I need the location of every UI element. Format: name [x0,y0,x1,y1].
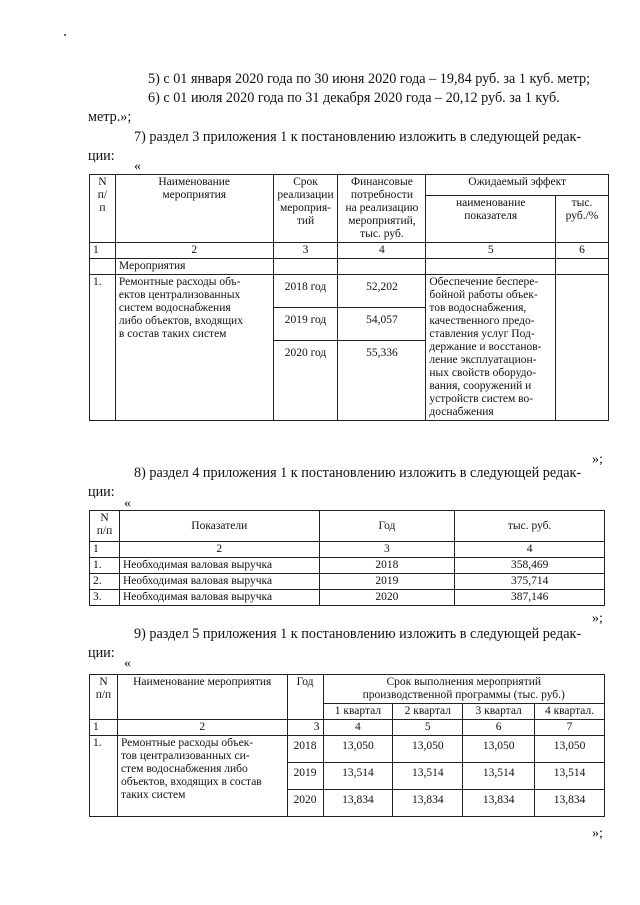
t1-amount: 52,202 [338,275,425,308]
t3-colnum: 2 [117,720,287,736]
t1-header-effect: Ожидаемый эффект [426,175,609,196]
t2-header-year: Год [319,511,455,542]
t1-colnum: 3 [273,243,338,259]
item-7-text-cont: ции: [88,148,115,164]
t3-header-num: N п/п [90,675,118,720]
t3-q1: 13,834 [342,794,374,806]
t1-row-num: 1. [90,275,116,421]
t1-header-num: N п/ п [90,175,116,243]
t2-name: Необходимая валовая выручка [119,558,319,574]
t2-header-unit: тыс. руб. [455,511,605,542]
t3-colnum: 7 [535,720,605,736]
t2-name: Необходимая валовая выручка [119,574,319,590]
t2-year: 2019 [319,574,455,590]
t3-q3: 13,050 [463,736,534,763]
t1-colnum: 4 [338,243,426,259]
t2-num: 3. [90,590,120,606]
t1-colnum: 6 [556,243,609,259]
t1-year: 2019 год [274,308,338,341]
t3-q4: 13,050 [535,736,604,763]
t1-year: 2020 год [284,347,327,359]
t2-name: Необходимая валовая выручка [119,590,319,606]
t3-q3: 13,834 [482,794,515,806]
text-line-6: 6) с 01 июля 2020 года по 31 декабря 2020 года – 20,12 руб. за 1 куб. [148,90,560,106]
t2-num: 1. [90,558,120,574]
t1-header-name: Наименование мероприятия [115,175,273,243]
t2-year: 2018 [319,558,455,574]
t3-header-term: Срок выполнения мероприятий производственной программы (тыс. руб.) [323,675,605,704]
t1-header-indicator: наименование показателя [426,196,556,243]
t3-colnum: 5 [393,720,463,736]
t1-header-term: Срок реализации мероприя- тий [273,175,338,243]
t3-year: 2019 [288,763,323,790]
t3-q2: 13,050 [393,736,462,763]
t3-year: 2018 [288,736,323,763]
t2-value: 375,714 [455,574,605,590]
t1-header-finance: Финансовые потребности на реализацию мероприятий, тыс. руб. [338,175,426,243]
text-line-5: 5) с 01 января 2020 года по 30 июня 2020 года – 19,84 руб. за 1 куб. метр; [148,71,591,87]
table-section-4 [89,510,605,606]
t1-amount: 55,336 [366,347,398,359]
table-row [90,558,605,574]
t1-colnum: 5 [426,243,556,259]
t1-year: 2018 год [274,275,338,308]
t2-colnum: 3 [319,542,455,558]
item-9-text: 9) раздел 5 приложения 1 к постановлению изложить в следующей редак- [134,626,582,642]
quote-open-3: « [124,656,131,671]
t3-year: 2020 [293,794,317,806]
t3-header-q3: 3 квартал [463,704,535,720]
item-9-text-cont: ции: [88,645,115,661]
scan-speck [64,34,66,36]
t3-header-q1: 1 квартал [323,704,393,720]
t3-q4: 13,514 [535,763,604,790]
t3-header-q2: 2 квартал [393,704,463,720]
t2-colnum: 1 [90,542,120,558]
t3-q2: 13,834 [411,794,444,806]
t2-year: 2020 [319,590,455,606]
t3-q3: 13,514 [463,763,534,790]
t3-row-num: 1. [90,736,118,817]
quote-close-2: »; [592,611,603,626]
item-8-text-cont: ции: [88,484,115,500]
t1-colnum: 2 [115,243,273,259]
t1-amount: 54,057 [338,308,425,341]
item-8-text: 8) раздел 4 приложения 1 к постановлению изложить в следующей редак- [134,465,582,481]
t3-q4: 13,834 [553,794,586,806]
quote-open-2: « [124,496,131,511]
t3-q1: 13,514 [324,763,393,790]
t3-colnum: 4 [323,720,393,736]
text-line-6-cont: метр.»; [88,109,132,125]
t3-colnum: 6 [463,720,535,736]
t2-colnum: 2 [119,542,319,558]
t1-header-unit: тыс. руб./% [556,196,609,243]
t3-header-name: Наименование мероприятия [117,675,287,720]
item-7-text: 7) раздел 3 приложения 1 к постановлению изложить в следующей редак- [134,129,582,145]
t3-q2: 13,514 [393,763,462,790]
table-section-3 [89,174,609,421]
t2-colnum: 4 [455,542,605,558]
t1-row-effect: Обеспечение беспере- бойной работы объек- тов водоснабжения, качественного предо- ставления услуг Под- держание и восстанов- ление эксплуатацион- ных свойств оборудо- вания, сооружений и устройств систем во- доснабжения [426,275,556,421]
quote-close-3: »; [592,826,603,841]
t1-section-label: Мероприятия [115,259,273,275]
quote-open-1: « [134,159,141,174]
table-row [90,574,605,590]
t1-row-name: Ремонтные расходы объ- ектов централизованных систем водоснабжения либо объектов, входящих в состав таких систем [115,275,273,421]
t2-header-indicators: Показатели [119,511,319,542]
t3-header-q4: 4 квартал. [535,704,605,720]
t3-colnum: 3 [287,720,323,736]
t1-colnum: 1 [90,243,116,259]
t2-header-num: N п/п [90,511,120,542]
t3-colnum: 1 [90,720,118,736]
t3-row-name: Ремонтные расходы объек- тов централизованных си- стем водоснабжения либо объектов, входящих в состав таких систем [117,736,287,817]
quote-close-1: »; [592,452,603,467]
t2-num: 2. [90,574,120,590]
t2-value: 358,469 [455,558,605,574]
table-section-5 [89,674,605,817]
table-row [90,590,605,606]
t3-header-year: Год [287,675,323,720]
t3-q1: 13,050 [324,736,393,763]
t2-value: 387,146 [455,590,605,606]
